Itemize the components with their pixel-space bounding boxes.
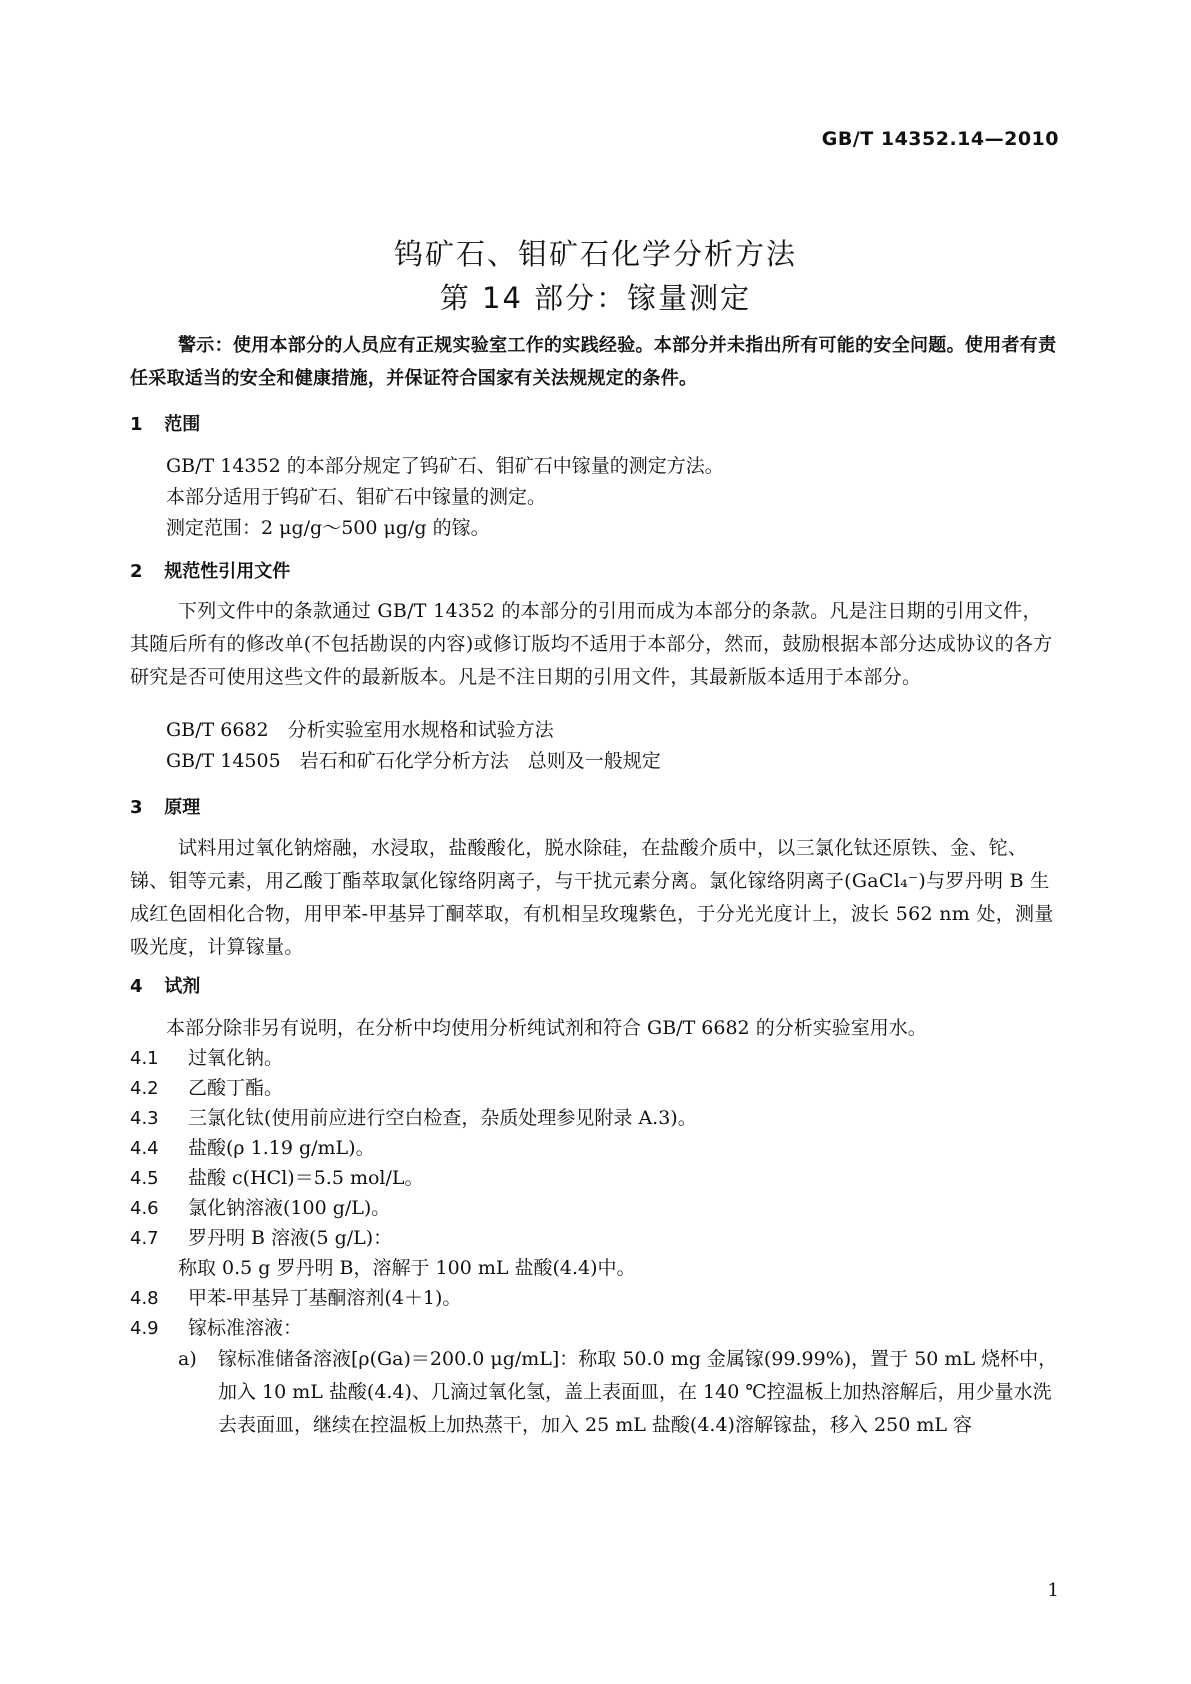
item-number: 4.4 (130, 1138, 159, 1159)
scope-line: 测定范围：2 μg/g～500 μg/g 的镓。 (166, 517, 490, 539)
document-title: 钨矿石、钼矿石化学分析方法 (393, 237, 797, 271)
item-text: 过氧化钠。 (188, 1047, 284, 1069)
item-number: 4.2 (130, 1078, 159, 1099)
reagent-item (130, 1132, 375, 1165)
subitem-text: 镓标准储备溶液[ρ(Ga)＝200.0 μg/mL]：称取 50.0 mg 金属镓(99.99%)，置于 50 mL 烧杯中，加入 10 mL 盐酸(4.4)、几滴过氧化氢，盖上表面皿，在 140 ℃控温板上加热溶解后，用少量水洗去表面皿，继续在控温板上加热蒸干，加入 25 mL 盐酸(4.4)溶解镓盐，移入 250 mL 容 (218, 1348, 1058, 1436)
section-title: 试剂 (164, 976, 201, 997)
safety-warning: 警示：使用本部分的人员应有正规实验室工作的实践经验。本部分并未指出所有可能的安全问题。使用者有责任采取适当的安全和健康措施，并保证符合国家有关法规规定的条件。 (130, 335, 1057, 389)
item-number: 4.6 (130, 1198, 159, 1219)
reagent-item (130, 1042, 283, 1075)
item-text: 三氯化钛(使用前应进行空白检查，杂质处理参见附录 A.3)。 (188, 1107, 697, 1129)
item-text: 盐酸(ρ 1.19 g/mL)。 (188, 1137, 375, 1159)
section-heading-1 (130, 410, 200, 436)
item-text: 罗丹明 B 溶液(5 g/L)： (188, 1227, 393, 1249)
reagent-item (130, 1222, 392, 1255)
section-title: 规范性引用文件 (164, 561, 291, 582)
document-subtitle: 第 14 部分：镓量测定 (439, 281, 752, 315)
item-text: 盐酸 c(HCl)＝5.5 mol/L。 (188, 1167, 424, 1189)
page-number: 1 (1047, 1580, 1059, 1601)
item-number: 4.1 (130, 1048, 159, 1069)
item-text: 镓标准溶液： (188, 1317, 303, 1339)
principle-paragraph: 试料用过氧化钠熔融，水浸取，盐酸酸化，脱水除硅，在盐酸介质中，以三氯化钛还原铁、金、铊、锑、钼等元素，用乙酸丁酯萃取氯化镓络阴离子，与干扰元素分离。氯化镓络阴离子(GaCl₄⁻)与罗丹明 B 生成红色固相化合物，用甲苯-甲基异丁酮萃取，有机相呈玫瑰紫色，于分光光度计上，波长 562 nm 处，测量吸光度，计算镓量。 (130, 837, 1054, 958)
item-text: 氯化钠溶液(100 g/L)。 (188, 1197, 391, 1219)
reagent-item (130, 1192, 390, 1225)
item-number: 4.7 (130, 1228, 159, 1249)
section-heading-3 (130, 793, 200, 819)
section-number: 1 (130, 414, 143, 435)
normative-references-paragraph: 下列文件中的条款通过 GB/T 14352 的本部分的引用而成为本部分的条款。凡是注日期的引用文件，其随后所有的修改单(不包括勘误的内容)或修订版均不适用于本部分，然而，鼓励根据本部分达成协议的各方研究是否可使用这些文件的最新版本。凡是不注日期的引用文件，其最新版本适用于本部分。 (130, 600, 1053, 688)
standard-code: GB/T 14352.14—2010 (821, 128, 1059, 150)
reference-item: GB/T 6682 分析实验室用水规格和试验方法 (166, 719, 554, 741)
scope-line: 本部分适用于钨矿石、钼矿石中镓量的测定。 (166, 486, 547, 508)
item-text: 乙酸丁酯。 (188, 1077, 284, 1099)
section-heading-2 (130, 557, 290, 583)
item-number: 4.3 (130, 1108, 159, 1129)
section-number: 4 (130, 976, 143, 997)
reagent-item (130, 1072, 283, 1105)
reagent-item (130, 1312, 302, 1345)
reagent-item (130, 1102, 697, 1135)
item-number: 4.9 (130, 1318, 159, 1339)
section-number: 2 (130, 561, 143, 582)
scope-line: GB/T 14352 的本部分规定了钨矿石、钼矿石中镓量的测定方法。 (166, 455, 724, 477)
reagent-item-detail: 称取 0.5 g 罗丹明 B，溶解于 100 mL 盐酸(4.4)中。 (178, 1257, 636, 1279)
reagent-subitem-a (178, 1343, 1058, 1442)
reagent-item (130, 1282, 461, 1315)
section-heading-4 (130, 972, 200, 998)
item-number: 4.8 (130, 1288, 159, 1309)
reagent-item (130, 1162, 424, 1195)
reagents-intro: 本部分除非另有说明，在分析中均使用分析纯试剂和符合 GB/T 6682 的分析实验室用水。 (166, 1017, 927, 1039)
section-title: 范围 (164, 414, 201, 435)
section-number: 3 (130, 797, 143, 818)
section-title: 原理 (164, 797, 201, 818)
reference-item: GB/T 14505 岩石和矿石化学分析方法 总则及一般规定 (166, 750, 661, 772)
item-number: 4.5 (130, 1168, 159, 1189)
subitem-label: a) (178, 1348, 197, 1370)
item-text: 甲苯-甲基异丁基酮溶剂(4＋1)。 (188, 1287, 462, 1309)
